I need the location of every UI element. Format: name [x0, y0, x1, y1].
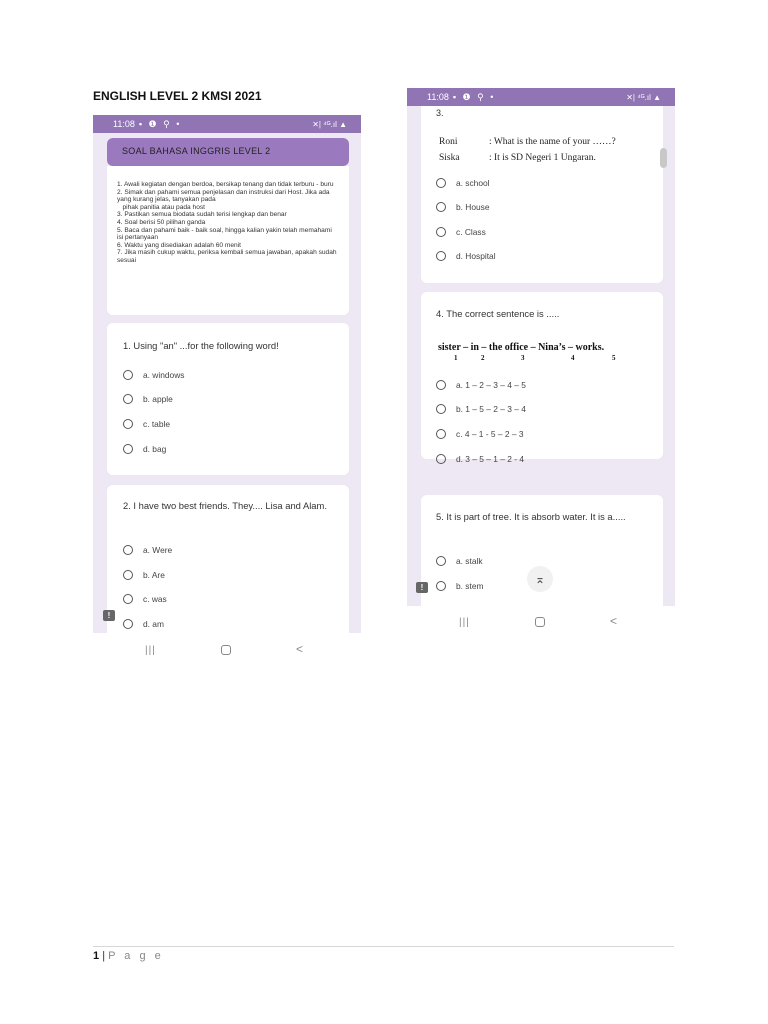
- answer-option[interactable]: [123, 368, 184, 382]
- word-number: 3: [521, 354, 525, 362]
- radio-button[interactable]: [123, 419, 133, 429]
- option-label: d. bag: [143, 444, 167, 454]
- left-phone-screenshot: [93, 115, 361, 633]
- question-text: 2. I have two best friends. They.... Lisa and Alam.: [123, 500, 327, 511]
- question-text: 4. The correct sentence is .....: [436, 308, 560, 319]
- speaker-name: Roni: [439, 137, 458, 147]
- radio-button[interactable]: [436, 454, 446, 464]
- answer-option[interactable]: [123, 392, 173, 406]
- page-label: P a g e: [108, 950, 164, 962]
- radio-button[interactable]: [123, 594, 133, 604]
- document-title: ENGLISH LEVEL 2 KMSI 2021: [93, 89, 262, 103]
- radio-button[interactable]: [123, 545, 133, 555]
- answer-option[interactable]: [123, 568, 165, 582]
- answer-option[interactable]: [123, 592, 167, 606]
- radio-button[interactable]: [436, 380, 446, 390]
- instructions-list: [117, 181, 339, 265]
- option-label: b. House: [456, 202, 490, 212]
- answer-option[interactable]: [436, 452, 524, 466]
- question-card-5: [421, 495, 663, 606]
- radio-button[interactable]: [436, 404, 446, 414]
- option-label: c. was: [143, 594, 167, 604]
- option-label: b. 1 – 5 – 2 – 3 – 4: [456, 404, 526, 414]
- feedback-icon[interactable]: !: [416, 582, 428, 593]
- instructions-card: [107, 166, 349, 315]
- feedback-icon[interactable]: !: [103, 610, 115, 621]
- word-number: 5: [612, 354, 616, 362]
- option-label: a. school: [456, 178, 490, 188]
- speaker-name: Siska: [439, 153, 460, 163]
- back-icon[interactable]: <: [296, 642, 304, 656]
- word-number: 1: [454, 354, 458, 362]
- option-label: a. Were: [143, 545, 173, 555]
- instruction-item: 7. Jika masih cukup waktu, periksa kembali semua jawaban, apakah sudah sesuai: [117, 249, 339, 264]
- page-number: 1: [93, 950, 100, 962]
- home-icon[interactable]: [221, 645, 231, 655]
- speaker-line: : It is SD Negeri 1 Ungaran.: [489, 153, 596, 163]
- footer-divider: [93, 946, 674, 947]
- answer-option[interactable]: [436, 176, 490, 190]
- option-label: b. Are: [143, 570, 165, 580]
- radio-button[interactable]: [123, 370, 133, 380]
- radio-button[interactable]: [436, 581, 446, 591]
- option-label: a. 1 – 2 – 3 – 4 – 5: [456, 380, 526, 390]
- option-label: d. am: [143, 619, 164, 629]
- page-footer: [93, 950, 164, 962]
- instruction-item: 4. Soal berisi 50 pilihan ganda: [117, 218, 206, 226]
- notification-icons: ▪ ❶ ⚲ •: [138, 118, 182, 129]
- answer-option[interactable]: [436, 402, 526, 416]
- answer-option[interactable]: [436, 225, 486, 239]
- option-label: c. Class: [456, 227, 486, 237]
- form-title: SOAL BAHASA INGGRIS LEVEL 2: [122, 146, 271, 156]
- radio-button[interactable]: [123, 619, 133, 629]
- option-label: d. 3 – 5 – 1 – 2 - 4: [456, 454, 524, 464]
- answer-option[interactable]: [436, 378, 526, 392]
- home-icon[interactable]: [535, 617, 545, 627]
- answer-option[interactable]: [436, 554, 483, 568]
- option-label: c. table: [143, 419, 171, 429]
- option-label: b. stem: [456, 581, 484, 591]
- word-number: 4: [571, 354, 575, 362]
- radio-button[interactable]: [436, 227, 446, 237]
- word-number: 2: [481, 354, 485, 362]
- answer-option[interactable]: [123, 442, 166, 456]
- radio-button[interactable]: [436, 556, 446, 566]
- radio-button[interactable]: [436, 202, 446, 212]
- radio-button[interactable]: [123, 394, 133, 404]
- answer-option[interactable]: [436, 200, 490, 214]
- instruction-item: 1. Awali kegiatan dengan berdoa, bersikap tenang dan tidak terburu - buru: [117, 181, 334, 188]
- speaker-line: : What is the name of your ……?: [489, 137, 616, 147]
- option-label: b. apple: [143, 394, 173, 404]
- instruction-item: 2. Simak dan pahami semua penjelasan dan instruksi dari Host. Jika ada yang kurang jelas, tanyakan pada: [117, 188, 332, 204]
- recent-apps-icon[interactable]: |||: [459, 616, 470, 628]
- answer-option[interactable]: [123, 417, 170, 431]
- answer-option[interactable]: [123, 617, 164, 631]
- instruction-item: 5. Baca dan pahami baik - baik soal, hingga kalian yakin telah memahami isi pertanyaan: [117, 226, 334, 242]
- option-label: a. stalk: [456, 556, 483, 566]
- instruction-item: pihak panitia atau pada host: [117, 203, 205, 211]
- question-text: 1. Using "an" ...for the following word!: [123, 340, 279, 351]
- radio-button[interactable]: [436, 251, 446, 261]
- status-time: 11:08: [113, 119, 135, 129]
- question-card-3: [421, 106, 663, 283]
- right-nav-bar: [407, 612, 675, 632]
- radio-button[interactable]: [436, 429, 446, 439]
- radio-button[interactable]: [123, 570, 133, 580]
- form-header-card: [107, 138, 349, 166]
- footer-separator: |: [102, 950, 106, 962]
- question-number: 3.: [436, 108, 444, 118]
- option-label: c. 4 – 1 - 5 – 2 – 3: [456, 429, 524, 439]
- answer-option[interactable]: [123, 543, 172, 557]
- notification-icons: ▪ ❶ ⚲ •: [452, 91, 496, 102]
- recent-apps-icon[interactable]: |||: [145, 644, 156, 656]
- instruction-item: 6. Waktu yang disediakan adalah 60 menit: [117, 241, 242, 249]
- answer-option[interactable]: [436, 579, 483, 593]
- signal-battery-icons: ✕| ⁴ᴳ.ıl ▲: [626, 92, 661, 102]
- question-card-4: [421, 292, 663, 464]
- radio-button[interactable]: [123, 444, 133, 454]
- instruction-item: 3. Pastikan semua biodata sudah terisi lengkap dan benar: [117, 211, 287, 219]
- answer-option[interactable]: [436, 427, 524, 441]
- radio-button[interactable]: [436, 178, 446, 188]
- status-time: 11:08: [427, 92, 449, 102]
- signal-battery-icons: ✕| ⁴ᴳ.ıl ▲: [312, 119, 347, 129]
- status-bar: [93, 115, 361, 133]
- back-icon[interactable]: <: [610, 614, 618, 628]
- option-label: d. Hospital: [456, 251, 496, 261]
- question-card-1: [107, 323, 349, 475]
- scroll-to-top-icon[interactable]: ⌅: [527, 566, 553, 592]
- answer-option[interactable]: [436, 249, 496, 263]
- status-bar: [407, 88, 675, 106]
- scrambled-sentence: sister – in – the office – Nina’s – works.: [438, 342, 605, 353]
- left-nav-bar: [93, 640, 361, 660]
- scrollbar[interactable]: [660, 148, 667, 168]
- question-card-2: [107, 485, 349, 633]
- question-text: 5. It is part of tree. It is absorb water. It is a.....: [436, 511, 626, 522]
- option-label: a. windows: [143, 370, 185, 380]
- right-phone-screenshot: [407, 88, 675, 606]
